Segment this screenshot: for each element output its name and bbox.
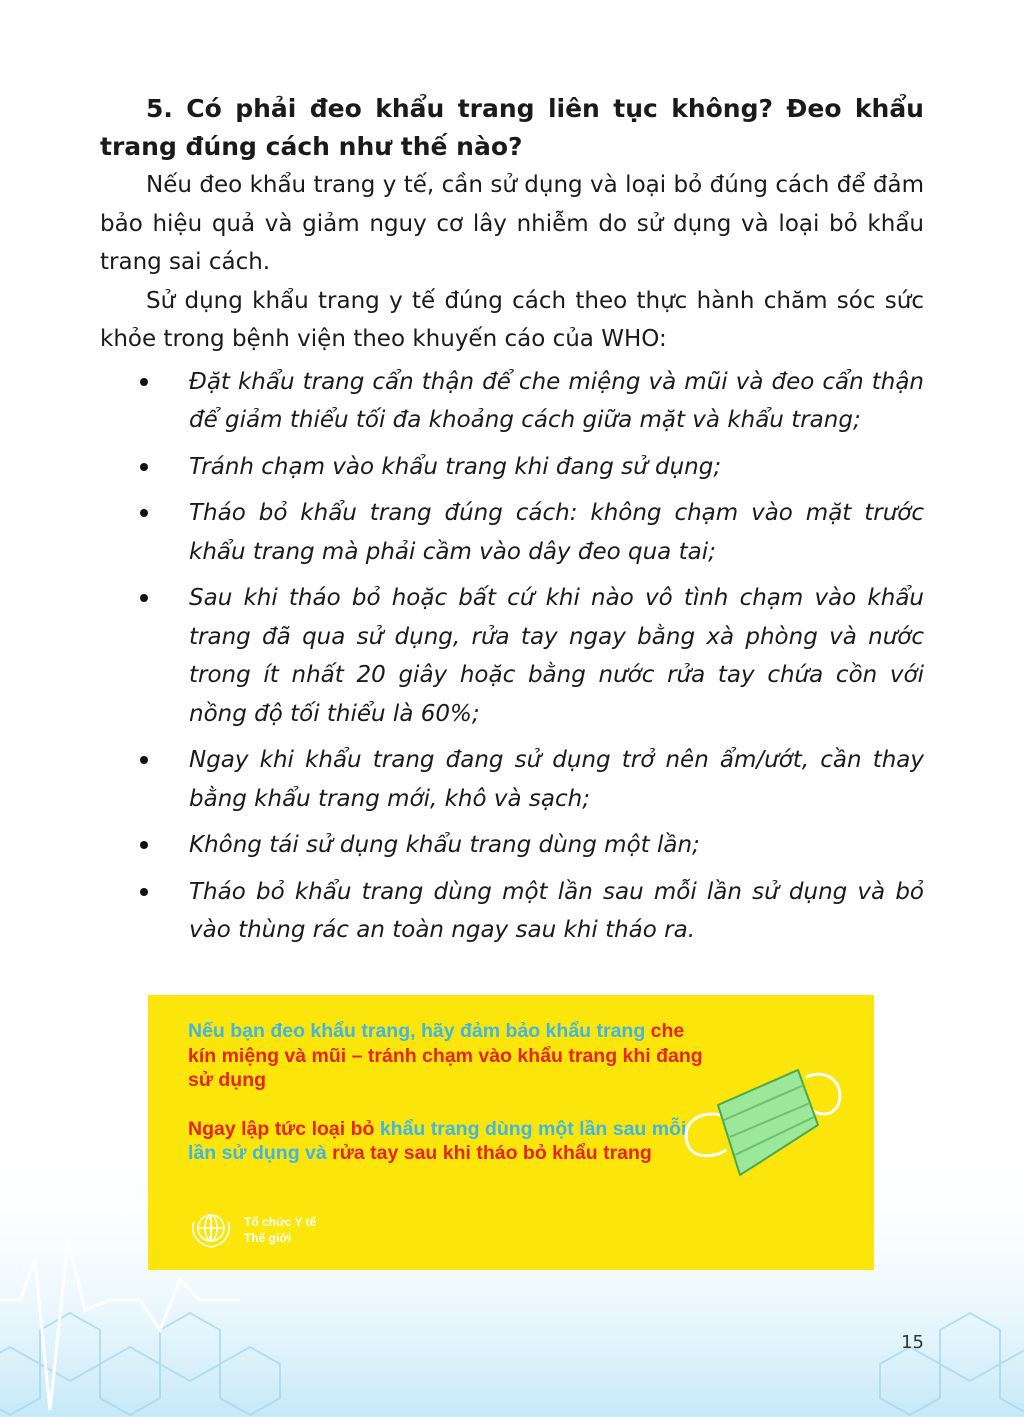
infographic-line-2: Ngay lập tức loại bỏ khẩu trang dùng một lần sau mỗi lần sử dụng và rửa tay sau khi tháo bỏ khẩu trang xyxy=(188,1117,687,1164)
list-item: Tháo bỏ khẩu trang dùng một lần sau mỗi lần sử dụng và bỏ vào thùng rác an toàn ngay sau khi tháo ra. xyxy=(100,873,924,950)
infographic-line-1: Nếu bạn đeo khẩu trang, hãy đảm bảo khẩu trang che kín miệng và mũi – tránh chạm vào khẩu trang khi đang sử dụng xyxy=(188,1020,703,1091)
page-number: 15 xyxy=(901,1332,924,1353)
paragraph: Sử dụng khẩu trang y tế đúng cách theo thực hành chăm sóc sức khỏe trong bệnh viện theo khuyến cáo của WHO: xyxy=(100,287,924,352)
bullet-icon xyxy=(140,378,148,386)
infographic-text xyxy=(188,1019,708,1190)
question-heading: 5. Có phải đeo khẩu trang liên tục không? Đeo khẩu trang đúng cách như thế nào? xyxy=(100,94,924,161)
bullet-icon xyxy=(140,888,148,896)
list-item: Ngay khi khẩu trang đang sử dụng trở nên ẩm/ướt, cần thay bằng khẩu trang mới, khô và sạch; xyxy=(100,741,924,818)
who-infographic xyxy=(148,995,874,1270)
list-item: Tháo bỏ khẩu trang đúng cách: không chạm vào mặt trước khẩu trang mà phải cầm vào dây đeo qua tai; xyxy=(100,494,924,571)
who-org-name: Tổ chức Y tế Thế giới xyxy=(244,1215,317,1245)
bullet-icon xyxy=(140,841,148,849)
bullet-icon xyxy=(140,463,148,471)
paragraph: Nếu đeo khẩu trang y tế, cần sử dụng và loại bỏ đúng cách để đảm bảo hiệu quả và giảm nguy cơ lây nhiễm do sử dụng và loại bỏ khẩu trang sai cách. xyxy=(100,172,924,275)
bullet-icon xyxy=(140,594,148,602)
face-mask-icon xyxy=(678,1065,848,1185)
who-emblem-icon xyxy=(188,1210,234,1250)
list-item: Tránh chạm vào khẩu trang khi đang sử dụng; xyxy=(100,448,924,487)
list-item: Đặt khẩu trang cẩn thận để che miệng và mũi và đeo cẩn thận để giảm thiểu tối đa khoảng cách giữa mặt và khẩu trang; xyxy=(100,363,924,440)
bullet-icon xyxy=(140,756,148,764)
page-content xyxy=(100,90,924,958)
list-item: Sau khi tháo bỏ hoặc bất cứ khi nào vô tình chạm vào khẩu trang đã qua sử dụng, rửa tay ngay bằng xà phòng và nước trong ít nhất 20 giây hoặc bằng nước rửa tay chứa cồn với nồng độ tối thiểu là 60%; xyxy=(100,579,924,733)
who-logo-block xyxy=(188,1210,344,1250)
list-item: Không tái sử dụng khẩu trang dùng một lần; xyxy=(100,826,924,865)
bullet-icon xyxy=(140,509,148,517)
bullet-list xyxy=(100,363,924,950)
